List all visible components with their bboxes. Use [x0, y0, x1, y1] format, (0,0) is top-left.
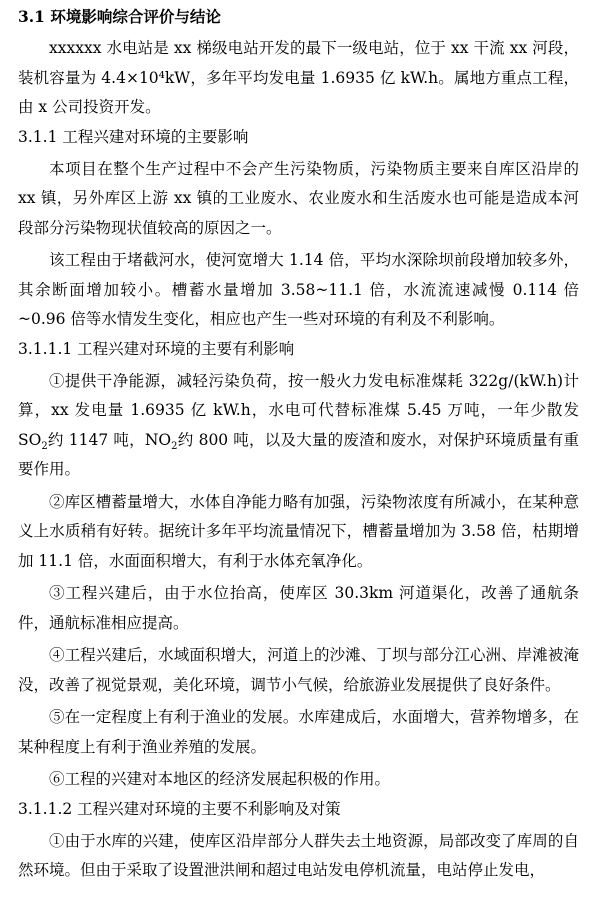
intro-paragraph: xxxxxx 水电站是 xx 梯级电站开发的最下一级电站，位于 xx 干流 xx 河段，装机容量为 4.4×10⁴kW，多年平均发电量 1.6935 亿 kW.h。属地方重点工程，由 x 公司投资开发。 [18, 39, 579, 116]
benefit-item-1 [18, 367, 579, 485]
benefit-item-4: ④工程兴建后，水域面积增大，河道上的沙滩、丁坝与部分江心洲、岸滩被淹没，改善了视觉景观，美化环境，调节小气候，给旅游业发展提供了良好条件。 [18, 646, 579, 694]
so2-subscript: 2 [41, 440, 48, 452]
benefit-item-6: ⑥工程的兴建对本地区的经济发展起积极的作用。 [49, 770, 391, 788]
adverse-item-1: ①由于水库的兴建，使库区沿岸部分人群失去土地资源，局部改变了库周的自然环境。但由于采取了设置泄洪闸和超过电站发电停机流量，电站停止发电， [18, 831, 579, 879]
section-title: 3.1 环境影响综合评价与结论 [18, 7, 221, 26]
hydrology-change-paragraph: 该工程由于堵截河水，使河宽增大 1.14 倍，平均水深除坝前段增加较多外，其余断面增加较小。槽蓄水量增加 3.58~11.1 倍，水流流速减慢 0.114 倍~0.96 倍等水情发生变化，相应也产生一些对环境的有利及不利影响。 [18, 251, 579, 328]
no2-subscript: 2 [171, 440, 178, 452]
benefit-item-2: ②库区槽蓄量增大，水体自净能力略有加强，污染物浓度有所减小，在某种意义上水质稍有好转。据统计多年平均流量情况下，槽蓄量增加为 3.58 倍，枯期增加 11.1 倍，水面面积增大，有利于水体充氧净化。 [18, 492, 579, 570]
benefit-item-1-part-a: ①提供干净能源，减轻污染负荷，按一般火力发电标准煤耗 322g/(kW.h)计算，xx 发电量 1.6935 亿 kW.h，水电可代替标准煤 5.45 万吨，一年少散发 SO [18, 371, 579, 449]
benefit-item-1-part-b: 约 1147 吨，NO [47, 430, 172, 449]
benefit-item-1-part-c: 约 800 吨，以及大量的废渣和废水，对保护环境质量有重要作用。 [18, 430, 579, 478]
pollution-source-paragraph: 本项目在整个生产过程中不会产生污染物质，污染物质主要来自库区沿岸的 xx 镇，另外库区上游 xx 镇的工业废水、农业废水和生活废水也可能是造成本河段部分污染物现状值较高的原因之一。 [18, 159, 579, 237]
subsection-title-3-1-1-1: 3.1.1.1 工程兴建对环境的主要有利影响 [18, 339, 295, 358]
subsection-title-3-1-1: 3.1.1 工程兴建对环境的主要影响 [18, 127, 249, 146]
benefit-item-5: ⑤在一定程度上有利于渔业的发展。水库建成后，水面增大，营养物增多，在某种程度上有利于渔业养殖的发展。 [18, 708, 579, 756]
benefit-item-3: ③工程兴建后，由于水位抬高，使库区 30.3km 河道渠化，改善了通航条件，通航标准相应提高。 [18, 584, 579, 632]
subsection-title-3-1-1-2: 3.1.1.2 工程兴建对环境的主要不利影响及对策 [18, 799, 341, 818]
